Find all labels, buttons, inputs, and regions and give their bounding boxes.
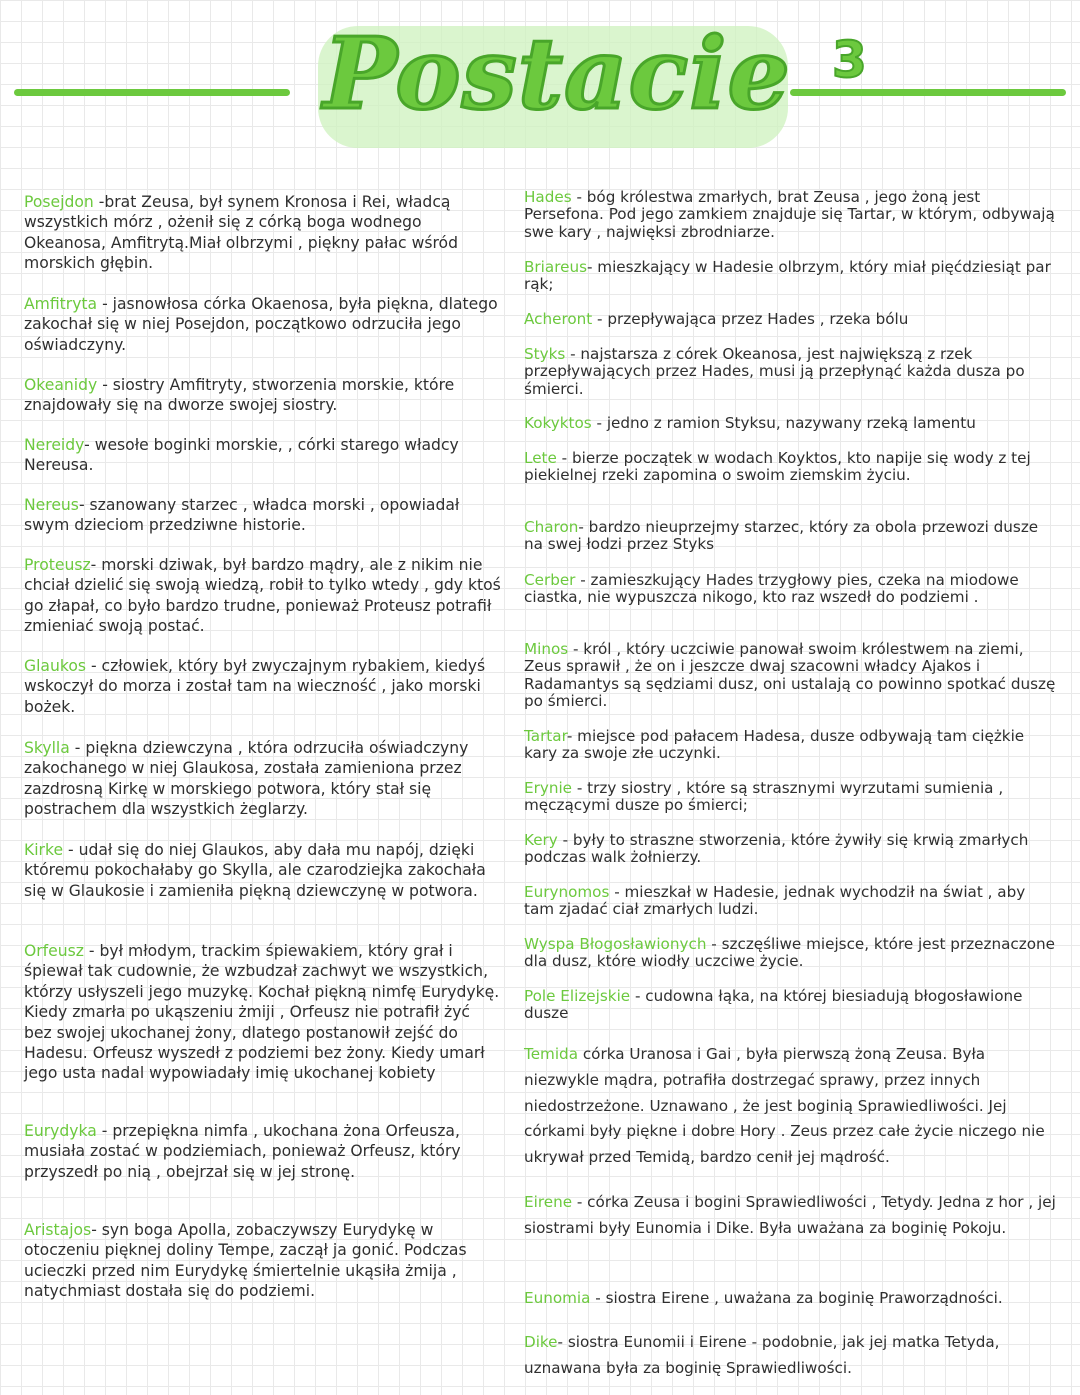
entry-text: - mieszkał w Hadesie, jednak wychodził na świat , aby tam zjadać ciał zmarłych ludzi.	[524, 883, 1026, 919]
entry-charon	[524, 519, 1056, 554]
entry-term: Wyspa Błogosławionych	[524, 935, 707, 953]
entry-aristajos	[24, 1220, 502, 1302]
entry-term: Charon	[524, 518, 579, 536]
entry-text: - udał się do niej Glaukos, aby dała mu napój, dzięki któremu pokochałaby go Skylla, ale czarodziejka zakochała się w Glaukosie i zamieniła piękną dziewczynę w potwora.	[24, 841, 486, 900]
entry-text: - przepiękna nimfa , ukochana żona Orfeusza, musiała zostać w podziemiach, ponieważ Orfeusz, który przyszedł po nią , obejrzał się w jej stronę.	[24, 1122, 461, 1181]
entry-term: Okeanidy	[24, 376, 98, 394]
entry-term: Glaukos	[24, 657, 86, 675]
entry-minos	[524, 641, 1056, 710]
entry-text: - był młodym, trackim śpiewakiem, który grał i śpiewał tak cudownie, że wzbudzał zachwyt we wszystkich, którzy usłyszeli jego muzykę. Kochał piękną nimfę Eurydykę. Kiedy zmarła po ukąszeniu żmiji , Orfeusz nie potrafił żyć bez swojej ukochanej żony, dlatego postanowił zejść do Hadesu. Orfeusz wyszedł z podziemi bez żony. Kiedy umarł jego usta nadal wypowiadały imię ukochanej kobiety	[24, 942, 500, 1083]
entry-term: Tartar	[524, 727, 567, 745]
entry-proteusz	[24, 555, 502, 637]
entry-term: Styks	[524, 345, 566, 363]
entry-term: Erynie	[524, 779, 573, 797]
entry-eunomia	[524, 1286, 1056, 1312]
entry-posejdon	[24, 192, 502, 274]
entry-text: - bardzo nieuprzejmy starzec, który za obola przewozi dusze na swej łodzi przez Styks	[524, 518, 1039, 554]
entry-text: - jedno z ramion Styksu, nazywany rzeką lamentu	[591, 414, 976, 432]
entry-text: - najstarsza z córek Okeanosa, jest największą z rzek przepływających przez Hades, musi ją przepłynąć każda dusza po śmierci.	[524, 345, 1025, 398]
entry-text: - mieszkający w Hadesie olbrzym, który miał pięćdziesiąt par rąk;	[524, 258, 1051, 294]
entry-term: Skylla	[24, 739, 70, 757]
entry-kery	[524, 832, 1056, 867]
entry-kokyktos	[524, 415, 1056, 432]
entry-text: - bierze początek w wodach Koyktos, kto napije się wody z tej piekielnej rzeki zapomina o swoim ziemskim życiu.	[524, 449, 1031, 485]
entry-text: - szanowany starzec , władca morski , opowiadał swym dzieciom przedziwne historie.	[24, 496, 460, 535]
entry-text: - jasnowłosa córka Okaenosa, była piękna, dlatego zakochał się w niej Posejdon, początkowo odrzuciła jego oświadczyny.	[24, 295, 498, 354]
entry-eirene	[524, 1190, 1056, 1242]
entry-term: Orfeusz	[24, 942, 84, 960]
entry-text: - bóg królestwa zmarłych, brat Zeusa , jego żoną jest Persefona. Pod jego zamkiem znajduje się Tartar, w którym, odbywają swe kary , najwięksi zbrodniarze.	[524, 188, 1055, 241]
entry-term: Eunomia	[524, 1289, 591, 1307]
entry-term: Posejdon	[24, 193, 94, 211]
entry-term: Eirene	[524, 1193, 573, 1211]
entry-text: - siostry Amfitryty, stworzenia morskie, które znajdowały się na dworze swojej siostry.	[24, 376, 455, 415]
entry-text: - córka Zeusa i bogini Sprawiedliwości , Tetydy. Jedna z hor , jej siostrami były Eunomia i Dike. Była uważana za boginię Pokoju.	[524, 1193, 1056, 1237]
entry-hades	[524, 189, 1056, 241]
entry-nereus	[24, 495, 502, 536]
entry-term: Hades	[524, 188, 572, 206]
entry-okeanidy	[24, 375, 502, 416]
entry-dike	[524, 1330, 1056, 1382]
entry-term: Nereidy	[24, 436, 85, 454]
entry-tartar	[524, 728, 1056, 763]
entry-nereidy	[24, 435, 502, 476]
entry-briareus	[524, 259, 1056, 294]
entry-amfitryta	[24, 294, 502, 355]
entry-text: -brat Zeusa, był synem Kronosa i Rei, władcą wszystkich mórz , ożenił się z córką boga wodnego Okeanosa, Amfitrytą.Miał olbrzymi , piękny pałac wśród morskich głębin.	[24, 193, 458, 273]
entry-term: Cerber	[524, 571, 576, 589]
entry-text: - szczęśliwe miejsce, które jest przeznaczone dla dusz, które wiodły uczciwe życie.	[524, 935, 1055, 971]
entry-text: - miejsce pod pałacem Hadesa, dusze odbywają tam ciężkie kary za swoje złe uczynki.	[524, 727, 1025, 763]
entry-term: Kokyktos	[524, 414, 592, 432]
entry-term: Amfitryta	[24, 295, 98, 313]
entry-term: Kirke	[24, 841, 64, 859]
entry-text: córka Uranosa i Gai , była pierwszą żoną Zeusa. Była niezwykle mądra, potrafiła dostrzegać sprawy, przez innych niedostrzeżone. Uznawano , że jest boginią Sprawiedliwości. Jej córkami były piękne i dobre Hory . Zeus przez całe życie niczego nie ukrywał przed Temidą, bardzo cenił jej mądrość.	[524, 1045, 1045, 1167]
entry-glaukos	[24, 656, 502, 717]
entry-styks	[524, 346, 1056, 398]
entry-text: - król , który uczciwie panował swoim królestwem na ziemi, Zeus sprawił , że on i jeszcze dwaj szacowni władcy Ajakos i Radamantys są sędziami dusz, oni ustalają co powinno spotkać duszę po śmierci.	[524, 640, 1056, 710]
entry-term: Dike	[524, 1333, 558, 1351]
entry-term: Pole Elizejskie	[524, 987, 631, 1005]
entry-term: Lete	[524, 449, 557, 467]
entry-erynie	[524, 780, 1056, 815]
entry-text: - syn boga Apolla, zobaczywszy Eurydykę w otoczeniu pięknej doliny Tempe, zaczął ja gonić. Podczas ucieczki przed nim Eurydykę śmiertelnie ukąsiła żmija , natychmiast dostała się do podziemi.	[24, 1221, 467, 1301]
entry-term: Eurydyka	[24, 1122, 97, 1140]
entry-acheront	[524, 311, 1056, 328]
entry-text: - siostra Eunomii i Eirene - podobnie, jak jej matka Tetyda, uznawana była za boginię Sprawiedliwości.	[524, 1333, 1000, 1377]
entry-text: - były to straszne stworzenia, które żywiły się krwią zmarłych podczas walk żołnierzy.	[524, 831, 1029, 867]
entry-term: Proteusz	[24, 556, 91, 574]
entry-term: Acheront	[524, 310, 593, 328]
entry-term: Eurynomos	[524, 883, 610, 901]
entry-text: - wesołe boginki morskie, , córki starego władcy Nereusa.	[24, 436, 459, 475]
entry-eurynomos	[524, 884, 1056, 919]
entry-text: - siostra Eirene , uważana za boginię Praworządności.	[590, 1289, 1003, 1307]
entry-term: Minos	[524, 640, 569, 658]
entry-kirke	[24, 840, 502, 901]
entry-pole-elizejskie	[524, 988, 1056, 1023]
entry-cerber	[524, 572, 1056, 607]
entry-eurydyka	[24, 1121, 502, 1182]
title-rule-left	[14, 89, 290, 96]
entry-text: - morski dziwak, był bardzo mądry, ale z nikim nie chciał dzielić się swoją wiedzą, robił to tylko wtedy , gdy ktoś go złapał, co było bardzo trudne, ponieważ Proteusz potrafił zmieniać swoją postać.	[24, 556, 501, 636]
entry-text: - cudowna łąka, na której biesiadują błogosławione dusze	[524, 987, 1023, 1023]
entry-term: Aristajos	[24, 1221, 92, 1239]
entry-skylla	[24, 738, 502, 820]
entry-orfeusz	[24, 941, 502, 1084]
entry-temida	[524, 1042, 1056, 1171]
entry-text: - trzy siostry , które są strasznymi wyrzutami sumienia , męczącymi dusze po śmierci;	[524, 779, 1004, 815]
entry-text: - przepływająca przez Hades , rzeka bólu	[592, 310, 909, 328]
entry-text: - człowiek, który był zwyczajnym rybakiem, kiedyś wskoczył do morza i został tam na wieczność , jako morski bożek.	[24, 657, 486, 716]
entry-term: Nereus	[24, 496, 79, 514]
entry-term: Briareus	[524, 258, 587, 276]
entry-text: - zamieszkujący Hades trzygłowy pies, czeka na miodowe ciastka, nie wypuszcza nikogo, kto raz wszedł do podziemi .	[524, 571, 1019, 607]
entry-wyspa-blogoslawionych	[524, 936, 1056, 971]
entry-term: Temida	[524, 1045, 578, 1063]
page-number: 3	[832, 31, 867, 89]
page-title: Postacie	[323, 17, 791, 132]
entry-term: Kery	[524, 831, 558, 849]
entry-lete	[524, 450, 1056, 485]
entry-text: - piękna dziewczyna , która odrzuciła oświadczyny zakochanego w niej Glaukosa, została zamieniona przez zazdrosną Kirkę w morskiego potwora, który stał się postrachem dla wszystkich żeglarzy.	[24, 739, 469, 819]
